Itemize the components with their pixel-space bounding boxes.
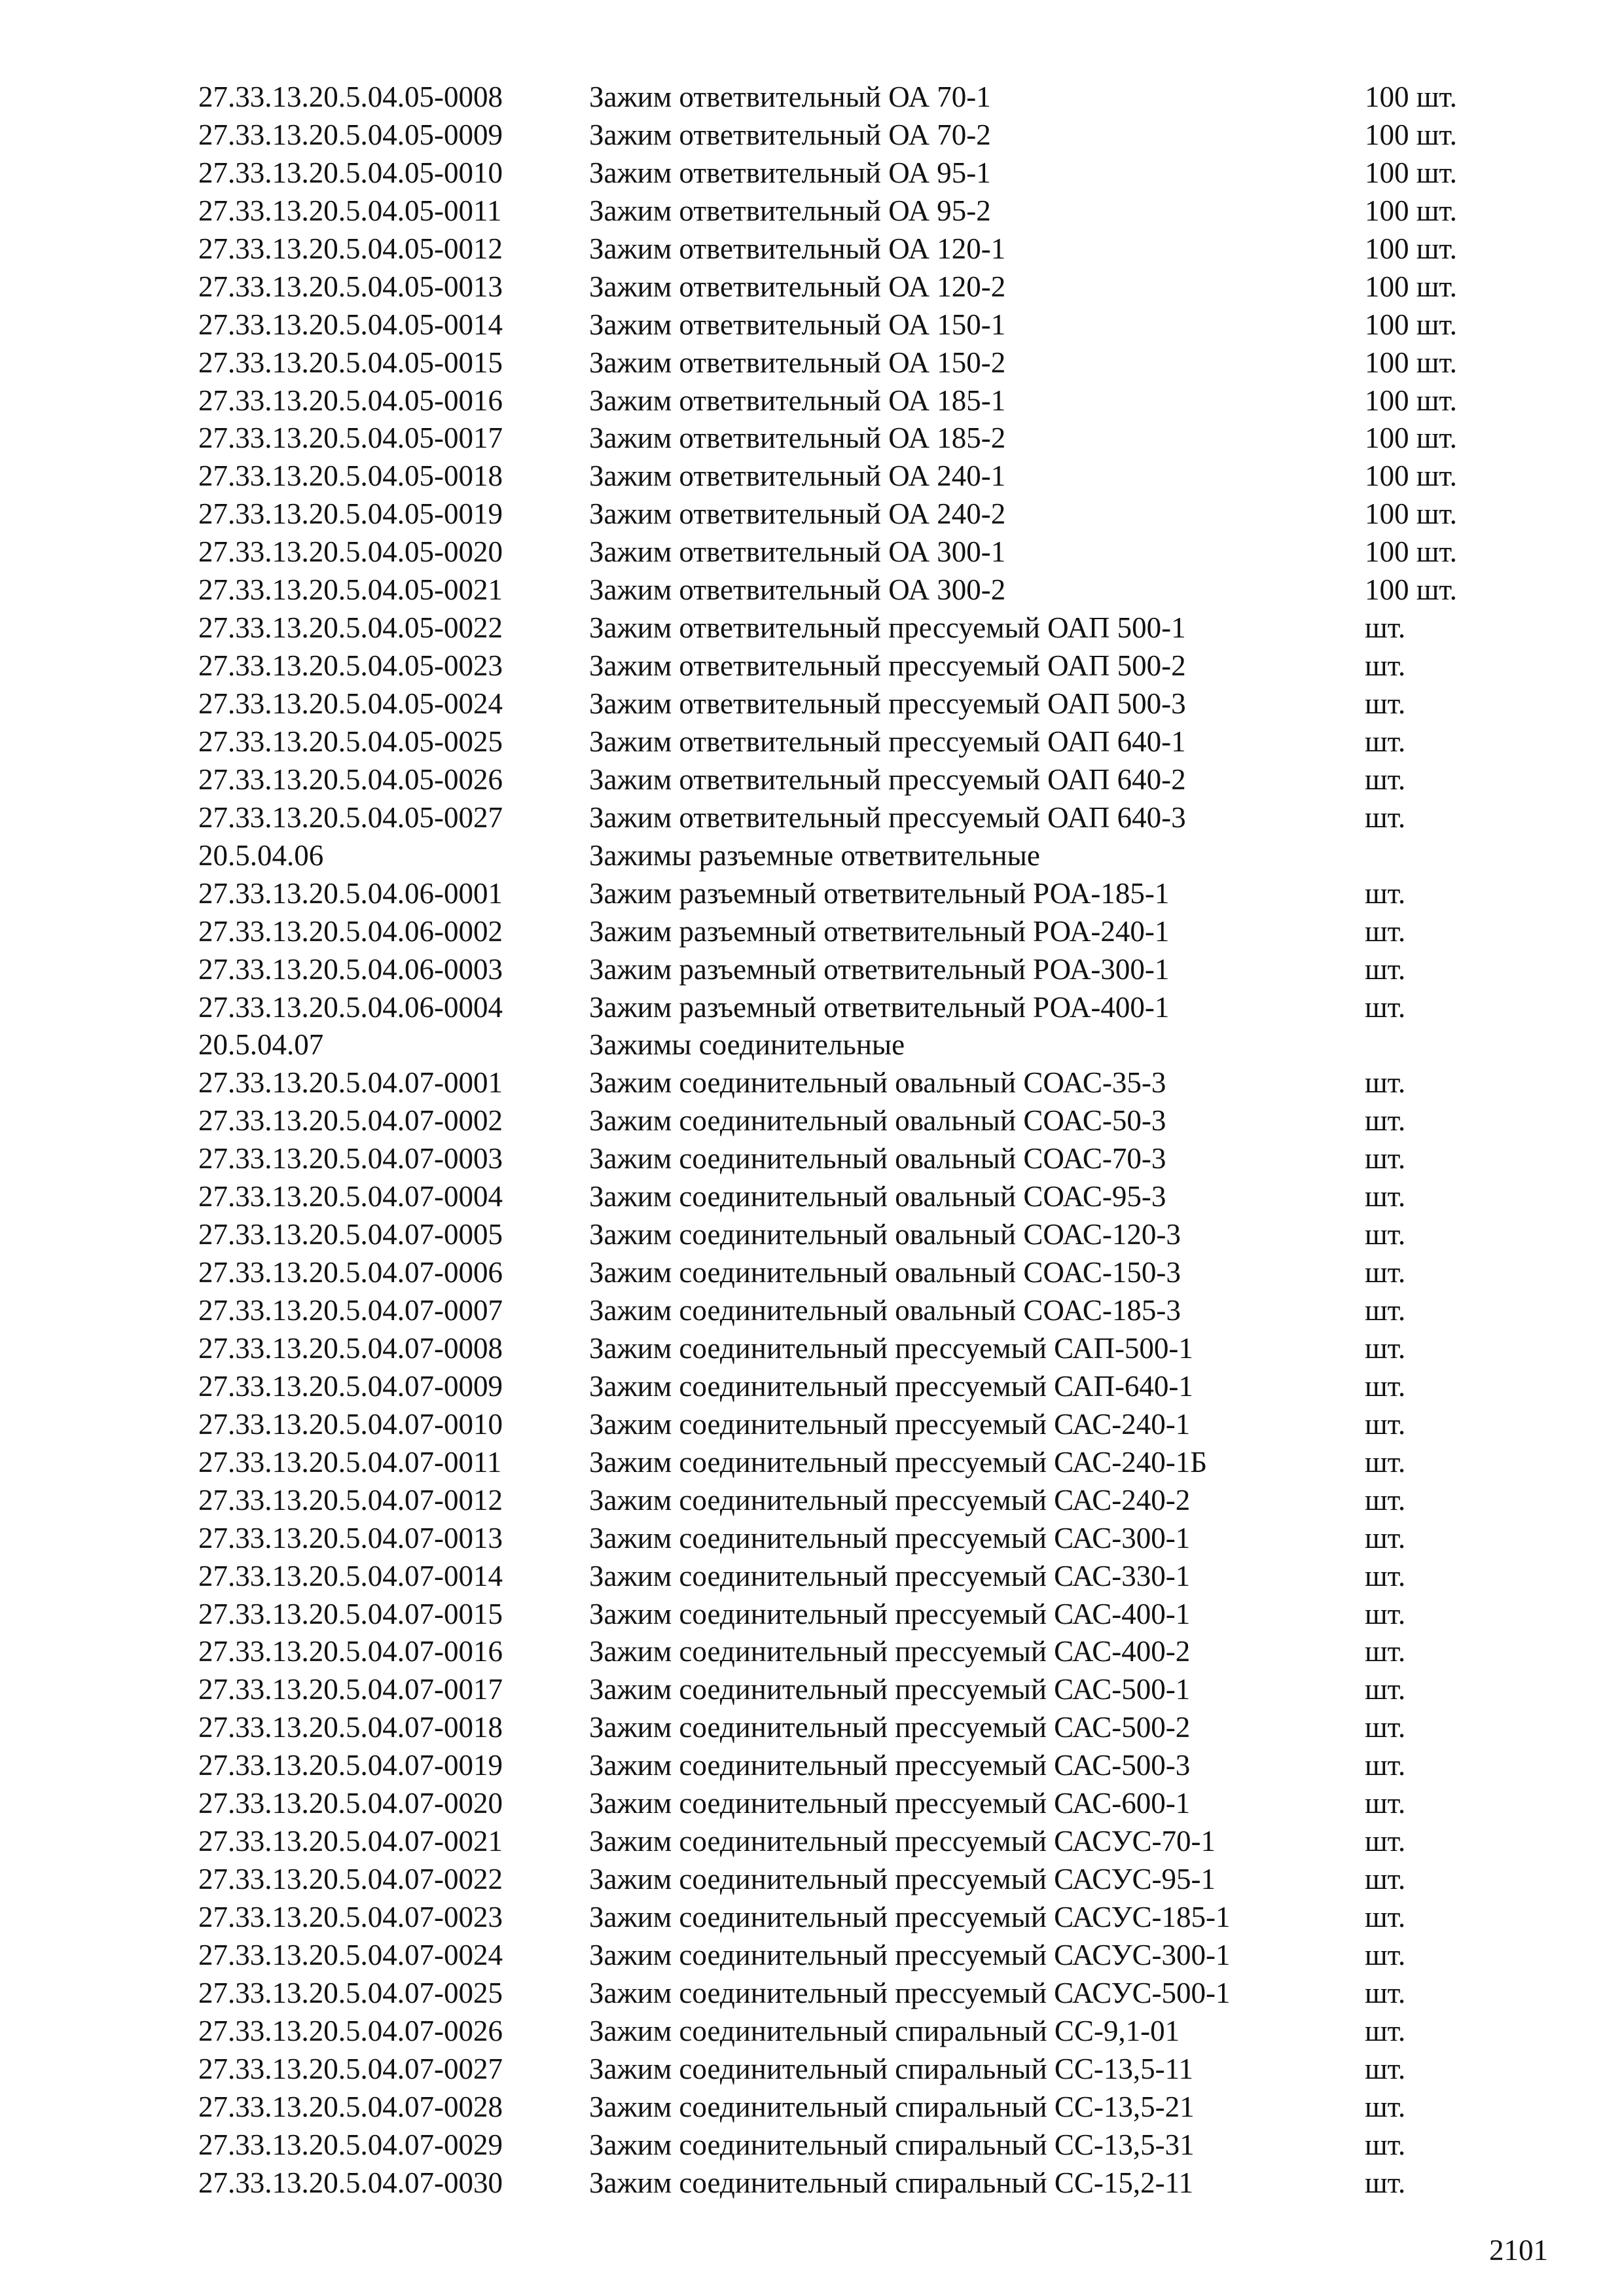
list-item	[198, 79, 1507, 117]
item-name: Зажим соединительный прессуемый САП-640-1	[589, 1369, 1193, 1403]
item-unit: шт.	[1365, 762, 1406, 796]
list-item	[198, 571, 1507, 609]
item-name: Зажим соединительный прессуемый САСУС-95-1	[589, 1863, 1216, 1896]
item-name: Зажим соединительный спиральный СС-13,5-11	[589, 2052, 1193, 2085]
item-name: Зажим ответвительный ОА 120-1	[589, 232, 1006, 265]
list-item	[198, 1520, 1507, 1558]
item-code: 27.33.13.20.5.04.05-0025	[198, 725, 503, 758]
item-name: Зажим соединительный прессуемый САС-330-1	[589, 1559, 1191, 1592]
item-code: 27.33.13.20.5.04.05-0023	[198, 649, 503, 683]
item-unit: шт.	[1365, 1635, 1406, 1668]
list-item	[198, 1444, 1507, 1482]
list-item	[198, 761, 1507, 799]
item-code: 27.33.13.20.5.04.07-0016	[198, 1635, 503, 1668]
item-unit: 100 шт.	[1365, 384, 1457, 417]
item-code: 27.33.13.20.5.04.07-0010	[198, 1407, 503, 1441]
item-code: 27.33.13.20.5.04.05-0009	[198, 118, 503, 151]
item-code: 27.33.13.20.5.04.07-0007	[198, 1294, 503, 1327]
list-item	[198, 723, 1507, 761]
item-code: 27.33.13.20.5.04.05-0020	[198, 535, 503, 569]
list-item	[198, 230, 1507, 268]
item-code: 27.33.13.20.5.04.06-0001	[198, 876, 503, 910]
list-item	[198, 1747, 1507, 1785]
item-code: 27.33.13.20.5.04.05-0019	[198, 497, 503, 531]
list-item	[198, 1064, 1507, 1102]
item-unit: шт.	[1365, 1104, 1406, 1138]
item-code: 27.33.13.20.5.04.07-0019	[198, 1749, 503, 1782]
item-code: 27.33.13.20.5.04.05-0021	[198, 573, 503, 607]
item-unit: шт.	[1365, 2052, 1406, 2085]
item-name: Зажим ответвительный ОА 240-1	[589, 459, 1006, 493]
item-unit: шт.	[1365, 1066, 1406, 1100]
item-name: Зажим соединительный овальный СОАС-70-3	[589, 1142, 1166, 1175]
item-unit: шт.	[1365, 952, 1406, 986]
list-item	[198, 1596, 1507, 1634]
item-unit: шт.	[1365, 1559, 1406, 1592]
item-name: Зажим соединительный прессуемый САС-500-1	[589, 1673, 1191, 1706]
item-name: Зажим ответвительный ОА 95-2	[589, 194, 991, 227]
item-name: Зажим соединительный прессуемый САС-300-1	[589, 1521, 1191, 1554]
item-code: 27.33.13.20.5.04.06-0002	[198, 914, 503, 948]
item-name: Зажим соединительный спиральный СС-9,1-01	[589, 2014, 1180, 2047]
item-unit: шт.	[1365, 1825, 1406, 1858]
item-code: 27.33.13.20.5.04.05-0027	[198, 800, 503, 834]
item-name: Зажим ответвительный ОА 150-1	[589, 308, 1006, 341]
item-code: 27.33.13.20.5.04.06-0004	[198, 990, 503, 1024]
item-code: 27.33.13.20.5.04.07-0028	[198, 2090, 503, 2123]
item-code: 27.33.13.20.5.04.07-0005	[198, 1218, 503, 1251]
item-unit: шт.	[1365, 1294, 1406, 1327]
list-item	[198, 382, 1507, 420]
item-name: Зажим соединительный овальный СОАС-95-3	[589, 1180, 1166, 1213]
list-item	[198, 1216, 1507, 1254]
item-name: Зажим ответвительный ОА 150-2	[589, 346, 1006, 379]
item-name: Зажим ответвительный прессуемый ОАП 640-1	[589, 725, 1186, 758]
item-unit: шт.	[1365, 1369, 1406, 1403]
item-code: 27.33.13.20.5.04.06-0003	[198, 952, 503, 986]
item-name: Зажим соединительный прессуемый САС-400-2	[589, 1635, 1191, 1668]
item-name: Зажим соединительный овальный СОАС-185-3	[589, 1294, 1181, 1327]
item-code: 20.5.04.06	[198, 838, 324, 872]
item-name: Зажим соединительный спиральный СС-15,2-11	[589, 2166, 1193, 2199]
item-code: 27.33.13.20.5.04.05-0022	[198, 611, 503, 645]
item-name: Зажим соединительный прессуемый САС-400-1	[589, 1597, 1191, 1630]
item-name: Зажим соединительный овальный СОАС-150-3	[589, 1256, 1181, 1289]
list-item	[198, 1292, 1507, 1330]
item-name: Зажим соединительный прессуемый САС-500-2	[589, 1711, 1191, 1744]
item-name: Зажим ответвительный прессуемый ОАП 500-1	[589, 611, 1186, 645]
item-name: Зажим соединительный прессуемый САС-240-2	[589, 1483, 1191, 1516]
list-item	[198, 1823, 1507, 1861]
item-unit: шт.	[1365, 2128, 1406, 2161]
item-code: 27.33.13.20.5.04.07-0013	[198, 1521, 503, 1554]
item-code: 27.33.13.20.5.04.07-0029	[198, 2128, 503, 2161]
item-unit: 100 шт.	[1365, 459, 1457, 493]
item-code: 27.33.13.20.5.04.07-0020	[198, 1787, 503, 1820]
list-item	[198, 1558, 1507, 1596]
item-unit: шт.	[1365, 2166, 1406, 2199]
item-unit: 100 шт.	[1365, 535, 1457, 569]
list-item	[198, 1785, 1507, 1823]
item-code: 27.33.13.20.5.04.07-0004	[198, 1180, 503, 1213]
item-name: Зажим ответвительный прессуемый ОАП 500-2	[589, 649, 1186, 683]
item-unit: шт.	[1365, 876, 1406, 910]
item-code: 27.33.13.20.5.04.05-0012	[198, 232, 503, 265]
item-code: 27.33.13.20.5.04.07-0025	[198, 1976, 503, 2009]
item-name: Зажим ответвительный прессуемый ОАП 640-3	[589, 800, 1186, 834]
list-item	[198, 1709, 1507, 1747]
item-unit: шт.	[1365, 1863, 1406, 1896]
list-item	[198, 1975, 1507, 2013]
item-unit: шт.	[1365, 1938, 1406, 1971]
item-code: 27.33.13.20.5.04.07-0018	[198, 1711, 503, 1744]
item-name: Зажим ответвительный прессуемый ОАП 500-3	[589, 687, 1186, 720]
item-code: 27.33.13.20.5.04.05-0014	[198, 308, 503, 341]
group-header	[198, 837, 1507, 875]
list-item	[198, 420, 1507, 457]
list-item	[198, 2013, 1507, 2051]
item-name: Зажим ответвительный ОА 300-1	[589, 535, 1006, 569]
list-item	[198, 685, 1507, 723]
page-number: 2101	[1489, 2234, 1548, 2267]
item-code: 27.33.13.20.5.04.05-0016	[198, 384, 503, 417]
item-unit: шт.	[1365, 611, 1406, 645]
list-item	[198, 2051, 1507, 2089]
item-code: 27.33.13.20.5.04.05-0008	[198, 81, 503, 113]
item-name: Зажим разъемный ответвительный РОА-240-1	[589, 914, 1170, 948]
item-name: Зажим соединительный прессуемый САСУС-185-1	[589, 1901, 1231, 1933]
item-name: Зажим соединительный спиральный СС-13,5-21	[589, 2090, 1195, 2123]
item-code: 27.33.13.20.5.04.07-0023	[198, 1901, 503, 1933]
item-unit: шт.	[1365, 1256, 1406, 1289]
item-unit: шт.	[1365, 649, 1406, 683]
item-name: Зажим разъемный ответвительный РОА-300-1	[589, 952, 1170, 986]
list-item	[198, 1671, 1507, 1709]
item-code: 27.33.13.20.5.04.07-0021	[198, 1825, 503, 1858]
item-name: Зажим ответвительный ОА 95-1	[589, 156, 991, 189]
item-code: 27.33.13.20.5.04.05-0015	[198, 346, 503, 379]
item-unit: 100 шт.	[1365, 194, 1457, 227]
list-item	[198, 1330, 1507, 1368]
list-item	[198, 989, 1507, 1027]
item-name: Зажим ответвительный ОА 70-1	[589, 81, 991, 113]
list-item	[198, 647, 1507, 685]
list-item	[198, 2164, 1507, 2202]
list-item	[198, 1368, 1507, 1406]
resource-list	[198, 79, 1507, 2202]
item-code: 27.33.13.20.5.04.07-0011	[198, 1445, 502, 1479]
item-name: Зажим соединительный прессуемый САС-600-1	[589, 1787, 1191, 1820]
list-item	[198, 344, 1507, 382]
list-item	[198, 875, 1507, 913]
list-item	[198, 154, 1507, 192]
item-unit: шт.	[1365, 1180, 1406, 1213]
item-unit: шт.	[1365, 1749, 1406, 1782]
list-item	[198, 1178, 1507, 1216]
item-name: Зажим соединительный овальный СОАС-120-3	[589, 1218, 1181, 1251]
item-code: 27.33.13.20.5.04.05-0018	[198, 459, 503, 493]
item-name: Зажим ответвительный прессуемый ОАП 640-2	[589, 762, 1186, 796]
item-unit: шт.	[1365, 1142, 1406, 1175]
item-name: Зажим соединительный прессуемый САСУС-300-1	[589, 1938, 1231, 1971]
list-item	[198, 609, 1507, 647]
item-name: Зажим ответвительный ОА 240-2	[589, 497, 1006, 531]
list-item	[198, 457, 1507, 495]
item-code: 27.33.13.20.5.04.07-0015	[198, 1597, 503, 1630]
item-unit: шт.	[1365, 1445, 1406, 1479]
item-unit: шт.	[1365, 2090, 1406, 2123]
list-item	[198, 951, 1507, 989]
item-unit: шт.	[1365, 1483, 1406, 1516]
item-code: 27.33.13.20.5.04.07-0030	[198, 2166, 503, 2199]
list-item	[198, 1140, 1507, 1178]
item-name: Зажим соединительный прессуемый САС-240-1	[589, 1407, 1191, 1441]
item-unit: шт.	[1365, 1521, 1406, 1554]
item-code: 27.33.13.20.5.04.07-0009	[198, 1369, 503, 1403]
list-item	[198, 1937, 1507, 1975]
item-code: 27.33.13.20.5.04.07-0008	[198, 1331, 503, 1365]
item-unit: шт.	[1365, 914, 1406, 948]
item-code: 27.33.13.20.5.04.07-0002	[198, 1104, 503, 1138]
item-name: Зажим соединительный прессуемый САСУС-500-1	[589, 1976, 1231, 2009]
item-unit: шт.	[1365, 1673, 1406, 1706]
item-name: Зажим ответвительный ОА 120-2	[589, 270, 1006, 303]
item-unit: шт.	[1365, 1407, 1406, 1441]
item-code: 27.33.13.20.5.04.05-0010	[198, 156, 503, 189]
list-item	[198, 2126, 1507, 2164]
list-item	[198, 533, 1507, 571]
list-item	[198, 913, 1507, 951]
item-name: Зажим разъемный ответвительный РОА-400-1	[589, 990, 1170, 1024]
item-unit: 100 шт.	[1365, 118, 1457, 151]
item-name: Зажим соединительный овальный СОАС-50-3	[589, 1104, 1166, 1138]
group-header	[198, 1026, 1507, 1064]
item-code: 27.33.13.20.5.04.07-0022	[198, 1863, 503, 1896]
item-name: Зажим соединительный прессуемый САП-500-1	[589, 1331, 1193, 1365]
item-code: 20.5.04.07	[198, 1028, 324, 1062]
list-item	[198, 268, 1507, 306]
item-unit: 100 шт.	[1365, 422, 1457, 455]
item-code: 27.33.13.20.5.04.05-0013	[198, 270, 503, 303]
item-name: Зажим ответвительный ОА 300-2	[589, 573, 1006, 607]
item-unit: шт.	[1365, 1218, 1406, 1251]
item-unit: 100 шт.	[1365, 81, 1457, 113]
item-unit: шт.	[1365, 1901, 1406, 1933]
list-item	[198, 306, 1507, 344]
list-item	[198, 1899, 1507, 1937]
list-item	[198, 1102, 1507, 1140]
item-name: Зажим соединительный спиральный СС-13,5-31	[589, 2128, 1195, 2161]
item-code: 27.33.13.20.5.04.07-0027	[198, 2052, 503, 2085]
list-item	[198, 117, 1507, 154]
list-item	[198, 1482, 1507, 1520]
item-unit: 100 шт.	[1365, 346, 1457, 379]
item-unit: шт.	[1365, 725, 1406, 758]
list-item	[198, 799, 1507, 837]
item-unit: шт.	[1365, 800, 1406, 834]
list-item	[198, 495, 1507, 533]
item-unit: шт.	[1365, 687, 1406, 720]
item-code: 27.33.13.20.5.04.05-0011	[198, 194, 502, 227]
item-name: Зажимы соединительные	[589, 1028, 905, 1062]
list-item	[198, 1254, 1507, 1292]
item-unit: 100 шт.	[1365, 156, 1457, 189]
item-code: 27.33.13.20.5.04.07-0026	[198, 2014, 503, 2047]
item-code: 27.33.13.20.5.04.07-0003	[198, 1142, 503, 1175]
item-unit: шт.	[1365, 1597, 1406, 1630]
item-code: 27.33.13.20.5.04.07-0024	[198, 1938, 503, 1971]
item-unit: 100 шт.	[1365, 308, 1457, 341]
item-code: 27.33.13.20.5.04.05-0024	[198, 687, 503, 720]
list-item	[198, 192, 1507, 230]
item-code: 27.33.13.20.5.04.05-0026	[198, 762, 503, 796]
list-item	[198, 2089, 1507, 2126]
item-name: Зажим соединительный прессуемый САС-500-3	[589, 1749, 1191, 1782]
item-unit: 100 шт.	[1365, 573, 1457, 607]
item-name: Зажим ответвительный ОА 185-1	[589, 384, 1006, 417]
item-code: 27.33.13.20.5.04.07-0012	[198, 1483, 503, 1516]
item-code: 27.33.13.20.5.04.07-0014	[198, 1559, 503, 1592]
item-name: Зажим соединительный овальный СОАС-35-3	[589, 1066, 1166, 1100]
item-name: Зажим разъемный ответвительный РОА-185-1	[589, 876, 1170, 910]
item-unit: шт.	[1365, 1976, 1406, 2009]
item-unit: шт.	[1365, 1787, 1406, 1820]
item-unit: 100 шт.	[1365, 232, 1457, 265]
list-item	[198, 1633, 1507, 1671]
item-code: 27.33.13.20.5.04.07-0001	[198, 1066, 503, 1100]
item-code: 27.33.13.20.5.04.07-0006	[198, 1256, 503, 1289]
item-name: Зажим ответвительный ОА 185-2	[589, 422, 1006, 455]
item-code: 27.33.13.20.5.04.05-0017	[198, 422, 503, 455]
item-code: 27.33.13.20.5.04.07-0017	[198, 1673, 503, 1706]
item-name: Зажим соединительный прессуемый САС-240-1Б	[589, 1445, 1208, 1479]
item-unit: шт.	[1365, 1331, 1406, 1365]
item-unit: 100 шт.	[1365, 270, 1457, 303]
item-unit: шт.	[1365, 1711, 1406, 1744]
item-unit: 100 шт.	[1365, 497, 1457, 531]
item-name: Зажимы разъемные ответвительные	[589, 838, 1040, 872]
list-item	[198, 1861, 1507, 1899]
item-name: Зажим ответвительный ОА 70-2	[589, 118, 991, 151]
item-name: Зажим соединительный прессуемый САСУС-70-1	[589, 1825, 1216, 1858]
item-unit: шт.	[1365, 2014, 1406, 2047]
list-item	[198, 1406, 1507, 1444]
item-unit: шт.	[1365, 990, 1406, 1024]
